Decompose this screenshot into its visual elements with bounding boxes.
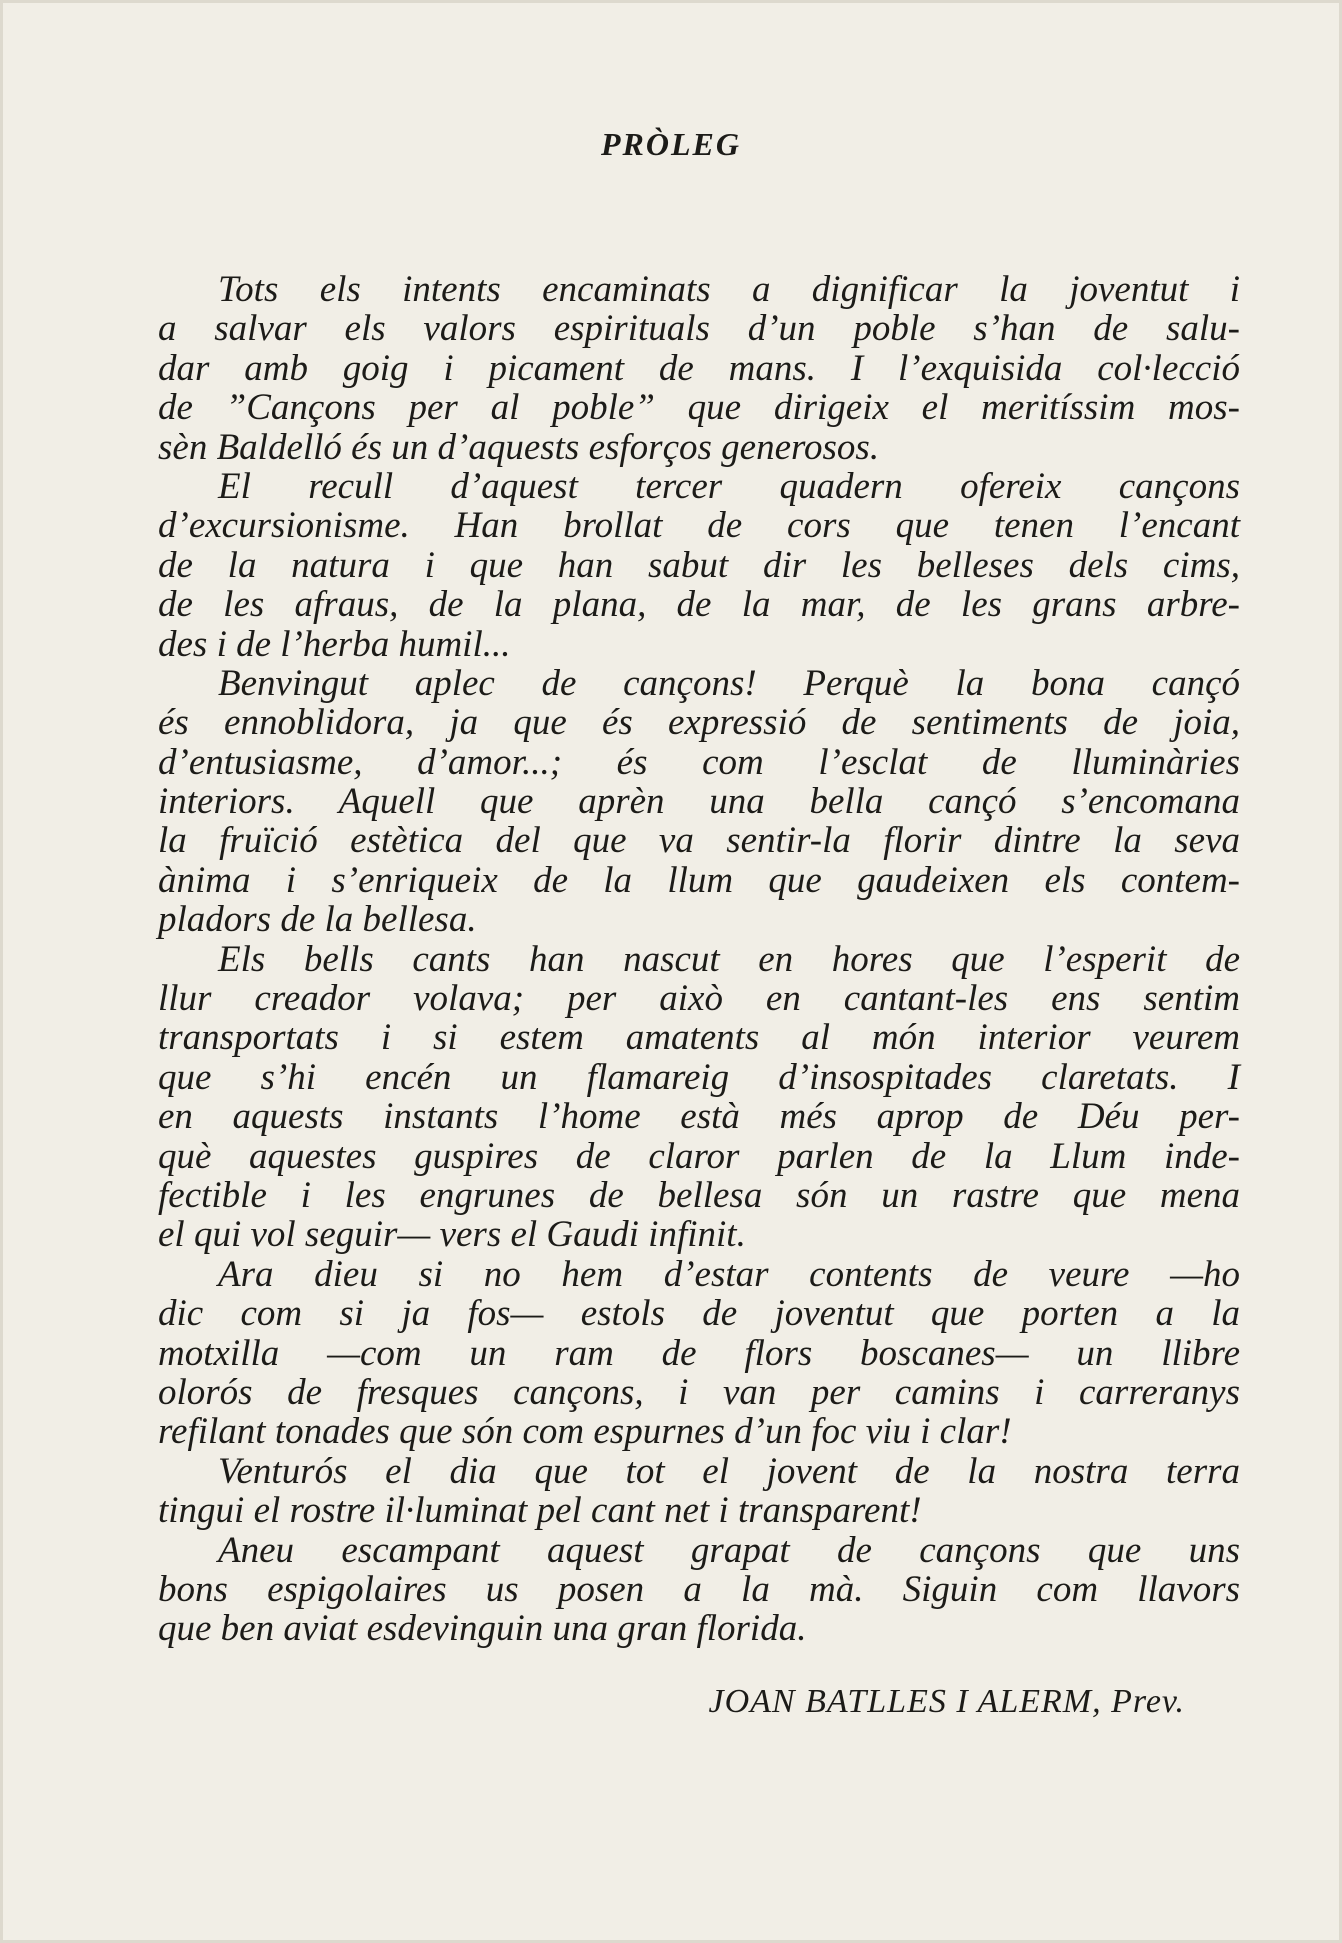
- paragraph: [158, 664, 1240, 940]
- text-line: llur creador volava; per això en cantant-les ens sentim: [158, 978, 1240, 1020]
- text-line: què aquestes guspires de claror parlen de la Llum inde-: [158, 1135, 1240, 1177]
- text-line: refilant tonades que són com espurnes d’un foc viu i clar!: [158, 1411, 1012, 1453]
- text-line: sèn Baldelló és un d’aquests esforços generosos.: [158, 426, 880, 468]
- text-line: d’entusiasme, d’amor...; és com l’esclat de lluminàries: [158, 741, 1240, 783]
- text-line: és ennoblidora, ja que és expressió de sentiments de joia,: [158, 702, 1240, 744]
- text-line: Aneu escampant aquest grapat de cançons que uns: [218, 1529, 1240, 1571]
- paragraph: [158, 1255, 1240, 1452]
- paragraph: [158, 270, 1240, 467]
- text-line: dic com si ja fos— estols de joventut que porten a la: [158, 1293, 1240, 1335]
- text-line: El recull d’aquest tercer quadern ofereix cançons: [218, 465, 1240, 507]
- text-line: la fruïció estètica del que va sentir-la florir dintre la seva: [158, 820, 1240, 862]
- text-line: que ben aviat esdevinguin una gran florida.: [158, 1608, 807, 1650]
- text-line: d’excursionisme. Han brollat de cors que tenen l’encant: [158, 505, 1240, 547]
- text-line: fectible i les engrunes de bellesa són un rastre que mena: [158, 1174, 1240, 1216]
- text-line: de la natura i que han sabut dir les belleses dels cims,: [158, 544, 1240, 586]
- page-title: PRÒLEG: [601, 126, 741, 162]
- paragraph: [158, 940, 1240, 1255]
- text-line: bons espigolaires us posen a la mà. Siguin com llavors: [158, 1568, 1240, 1610]
- text-line: Venturós el dia que tot el jovent de la nostra terra: [218, 1450, 1240, 1492]
- text-line: Tots els intents encaminats a dignificar la joventut i: [218, 269, 1240, 310]
- text-line: tingui el rostre il·luminat pel cant net i transparent!: [158, 1490, 922, 1532]
- author-signature: JOAN BATLLES I ALERM, Prev.: [708, 1683, 1185, 1720]
- text-line: motxilla —com un ram de flors boscanes— un llibre: [158, 1332, 1240, 1374]
- text-line: dar amb goig i picament de mans. I l’exquisida col·lecció: [158, 347, 1240, 389]
- text-line: olorós de fresques cançons, i van per camins i carreranys: [158, 1371, 1240, 1413]
- text-line: transportats i si estem amatents al món interior veurem: [158, 1017, 1240, 1059]
- text-line: en aquests instants l’home està més aprop de Déu per-: [158, 1096, 1240, 1138]
- text-line: de les afraus, de la plana, de la mar, de les grans arbre-: [158, 584, 1240, 626]
- text-line: Benvingut aplec de cançons! Perquè la bona cançó: [218, 662, 1240, 704]
- text-line: Ara dieu si no hem d’estar contents de veure —ho: [218, 1253, 1240, 1295]
- text-line: de ”Cançons per al poble” que dirigeix el meritíssim mos-: [158, 387, 1240, 429]
- text-line: ànima i s’enriqueix de la llum que gaudeixen els contem-: [158, 859, 1240, 901]
- text-line: des i de l’herba humil...: [158, 623, 511, 665]
- text-line: Els bells cants han nascut en hores que l’esperit de: [218, 938, 1240, 980]
- paragraph: [158, 467, 1240, 664]
- text-line: a salvar els valors espirituals d’un poble s’han de salu-: [158, 308, 1240, 350]
- prologue-body: [158, 270, 1240, 1649]
- text-line: el qui vol seguir— vers el Gaudi infinit.: [158, 1214, 746, 1256]
- paragraph: [158, 1452, 1240, 1531]
- paragraph: [158, 1531, 1240, 1649]
- text-line: interiors. Aquell que aprèn una bella cançó s’encomana: [158, 781, 1240, 823]
- text-line: pladors de la bellesa.: [158, 899, 477, 941]
- text-line: que s’hi encén un flamareig d’insospitades claretats. I: [158, 1056, 1240, 1098]
